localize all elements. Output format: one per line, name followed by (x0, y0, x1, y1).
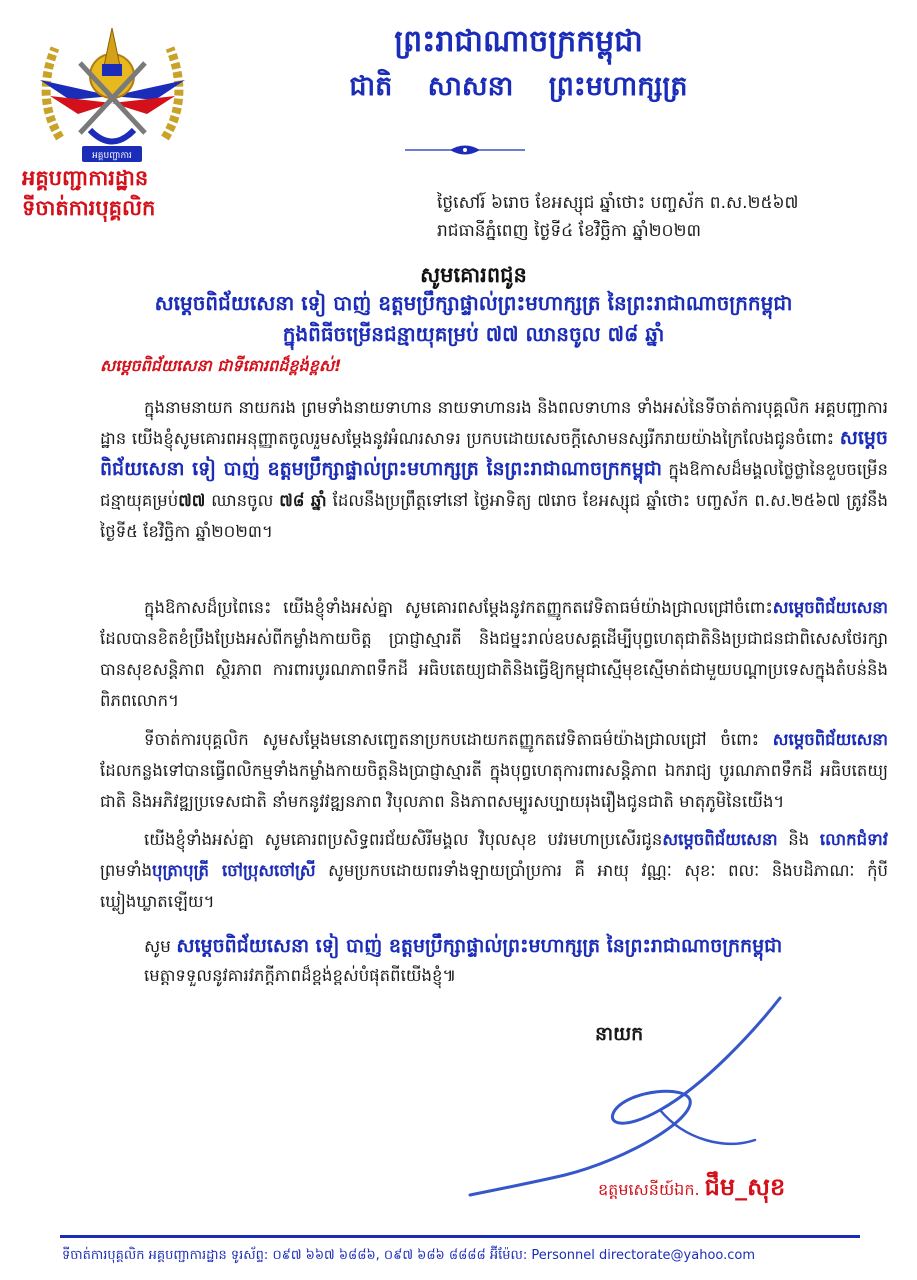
p2-text-c: ដែលបានខិតខំប្រឹងប្រែងអស់ពីកម្លាំងកាយចិត្ត ប្រាជ្ញាស្មារតី និងជម្នះរាល់ឧបសគ្គដើម្បីបុព្វហេតុជាតិនិងប្រជាជនជាពិសេសថែរក្សាបានសុខសន្តិភាព ស្ថិរភាព ការពារបូរណភាពទឹកដី អធិបតេយ្យជាតិនិងធ្វើឱ្យកម្ពុជាស្មើមុខស្មើមាត់ជាមួយបណ្តាប្រទេសក្នុងតំបន់និងពិភពលោក។ (100, 629, 888, 710)
salutation: សម្ដេចពិជ័យសេនា ជាទីគោរពដ៏ខ្ពង់ខ្ពស់! (100, 356, 342, 375)
p2-recipient: សម្ដេចពិជ័យសេនា (772, 598, 888, 617)
footer-divider (60, 1235, 860, 1238)
org-line-1: អគ្គបញ្ជាការដ្ឋាន (22, 165, 149, 190)
signer-rank: ឧត្តមសេនីយ៍ឯក. (598, 1180, 700, 1199)
p4-recipient: សម្ដេចពិជ័យសេនា (662, 830, 778, 849)
p1-recipient: សម្ដេចពិជ័យសេនា ទៀ បាញ់ ឧត្តមប្រឹក្សាផ្ទាល់ព្រះមហាក្សត្រ នៃព្រះរាជាណាចក្រកម្ពុជា (100, 427, 888, 480)
heading-recipient: សម្ដេចពិជ័យសេនា ទៀ បាញ់ ឧត្តមប្រឹក្សាផ្ទាល់ព្រះមហាក្សត្រ នៃព្រះរាជាណាចក្រកម្ពុជា (154, 291, 793, 315)
p3-text-a: ទីចាត់ការបុគ្គលិក សូមសម្តែងមនោសញ្ចេតនាប្រកបដោយកតញ្ញូកតវេទិតាធម៌យ៉ាងជ្រាលជ្រៅ ចំពោះ (144, 730, 760, 749)
date-solar: រាជធានីភ្នំពេញ ថ្ងៃទី៤ ខែវិច្ឆិកា ឆ្នាំ២០២៣ (437, 221, 701, 241)
p1-text-g: ដែលនឹងប្រព្រឹត្តទៅនៅ ថ្ងៃអាទិត្យ ៧រោច ខែអស្សុជ ឆ្នាំថោះ បញ្ចស័ក ព.ស.២៥៦៧ ត្រូវនឹងថ្ងៃទី៥ ខែវិច្ឆិកា ឆ្នាំ២០២៣។ (100, 491, 888, 541)
p4-text-a: យើងខ្ញុំទាំងអស់គ្នា សូមគោរពប្រសិទ្ធពរជ័យសិរីមង្គល វិបុលសុខ បវរមហាប្រសើរជូន (144, 830, 663, 849)
paragraph-1 (100, 392, 888, 547)
paragraph-3 (100, 724, 888, 817)
kingdom-title: ព្រះរាជាណាចក្រកម្ពុជា (394, 24, 643, 59)
heading-address: សូមគោរពជូន (420, 262, 527, 287)
signature-title: នាយក (595, 1023, 644, 1045)
org-line-2: ទីចាត់ការបុគ្គលិក (22, 195, 156, 220)
closing-line-1 (144, 934, 782, 962)
signer-name: ជឹម_សុខ (704, 1172, 786, 1201)
p3-text-c: ដែលកន្លងទៅបានធ្វើពលិកម្មទាំងកម្លាំងកាយចិត្តនិងប្រាជ្ញាស្មារតី ក្នុងបុព្វហេតុការពារសន្តិភាព ឯករាជ្យ បូរណភាពទឹកដី អធិបតេយ្យជាតិ និងអភិវឌ្ឍប្រទេសជាតិ នាំមកនូវវឌ្ឍនភាព វិបុលភាព និងភាពសម្បូរសប្បាយរុងរឿងជូនជាតិ មាតុភូមិនៃយើង។ (100, 761, 888, 811)
logo-ribbon-text: អគ្គបញ្ជាការ (92, 151, 132, 161)
p1-text-e: ឈានចូល (211, 491, 274, 510)
closing-line-2: មេត្តាទទួលនូវគារវភក្តីភាពដ៏ខ្ពង់ខ្ពស់បំផុតពីយើងខ្ញុំ៕ (144, 966, 457, 985)
kingdom-motto: ជាតិ សាសនា ព្រះមហាក្សត្រ (349, 71, 688, 102)
p3-recipient: សម្ដេចពិជ័យសេនា (772, 730, 889, 749)
p4-text-e: ព្រមទាំង (100, 861, 153, 880)
closing-text-a: សូម (144, 937, 171, 957)
paragraph-4 (100, 824, 888, 917)
divider-ornament (405, 143, 525, 157)
p1-age-78: ៧៨ ឆ្នាំ (279, 491, 327, 510)
date-lunar: ថ្ងៃសៅរ៍ ៦រោច ខែអស្សុជ ឆ្នាំថោះ បញ្ចស័ក ព.ស.២៥៦៧ (437, 193, 799, 213)
p4-text-g: សូមប្រកបដោយពរទាំងឡាយប្រាំប្រការ គឺ អាយុ វណ្ណៈ សុខៈ ពលៈ និងបដិភាណៈ កុំបីឃ្លៀងឃ្លាតឡើយ។ (100, 861, 889, 911)
heading-occasion: ក្នុងពិធីចម្រើនជន្មាយុគម្រប់ ៧៧ ឈានចូល ៧៨ ឆ្នាំ (282, 322, 665, 346)
p4-spouse: លោកជំទាវ (819, 830, 888, 849)
closing-recipient: សម្ដេចពិជ័យសេនា ទៀ បាញ់ ឧត្តមប្រឹក្សាផ្ទាល់ព្រះមហាក្សត្រ នៃព្រះរាជាណាចក្រកម្ពុជា (176, 935, 783, 957)
p1-text-c: ក្នុងឱកាសដ៏មង្គលថ្លៃថ្លានៃខួបចម្រើនជន្មាយុគម្រប់ (100, 460, 888, 510)
signer-block (598, 1172, 785, 1207)
p4-text-c: និង (788, 830, 810, 849)
footer-contact: ទីចាត់ការបុគ្គលិក អគ្គបញ្ជាការដ្ឋាន ទូរស័ព្ទ: ០៩៧ ៦៦៧ ៦៨៨៦, ០៩៧ ៦៨៦ ៨៨៨៨ អ៊ីម៉ែល: Personnel directorate@yahoo.com (62, 1248, 756, 1263)
paragraph-2 (100, 592, 888, 716)
p4-family: បុត្រាបុត្រី ចៅប្រុសចៅស្រី (152, 861, 316, 880)
p1-age-77: ៧៧ (178, 491, 206, 510)
p1-text-a: ក្នុងនាមនាយក នាយករង ព្រមទាំងនាយទាហាន នាយទាហានរង និងពលទាហាន ទាំងអស់នៃទីចាត់ការបុគ្គលិក អគ្គបញ្ជាការដ្ឋាន យើងខ្ញុំសូមគោរពអនុញ្ញាតចូលរួមសម្តែងនូវអំណរសាទរ ប្រកបដោយសេចក្តីសោមនស្សរីករាយយ៉ាងក្រៃលែងជូនចំពោះ (100, 398, 888, 448)
p2-text-a: ក្នុងឱកាសដ៏ប្រពៃនេះ យើងខ្ញុំទាំងអស់គ្នា សូមគោរពសម្តែងនូវកតញ្ញូកតវេទិតាធម៌យ៉ាងជ្រាលជ្រៅចំពោះ (144, 598, 773, 617)
